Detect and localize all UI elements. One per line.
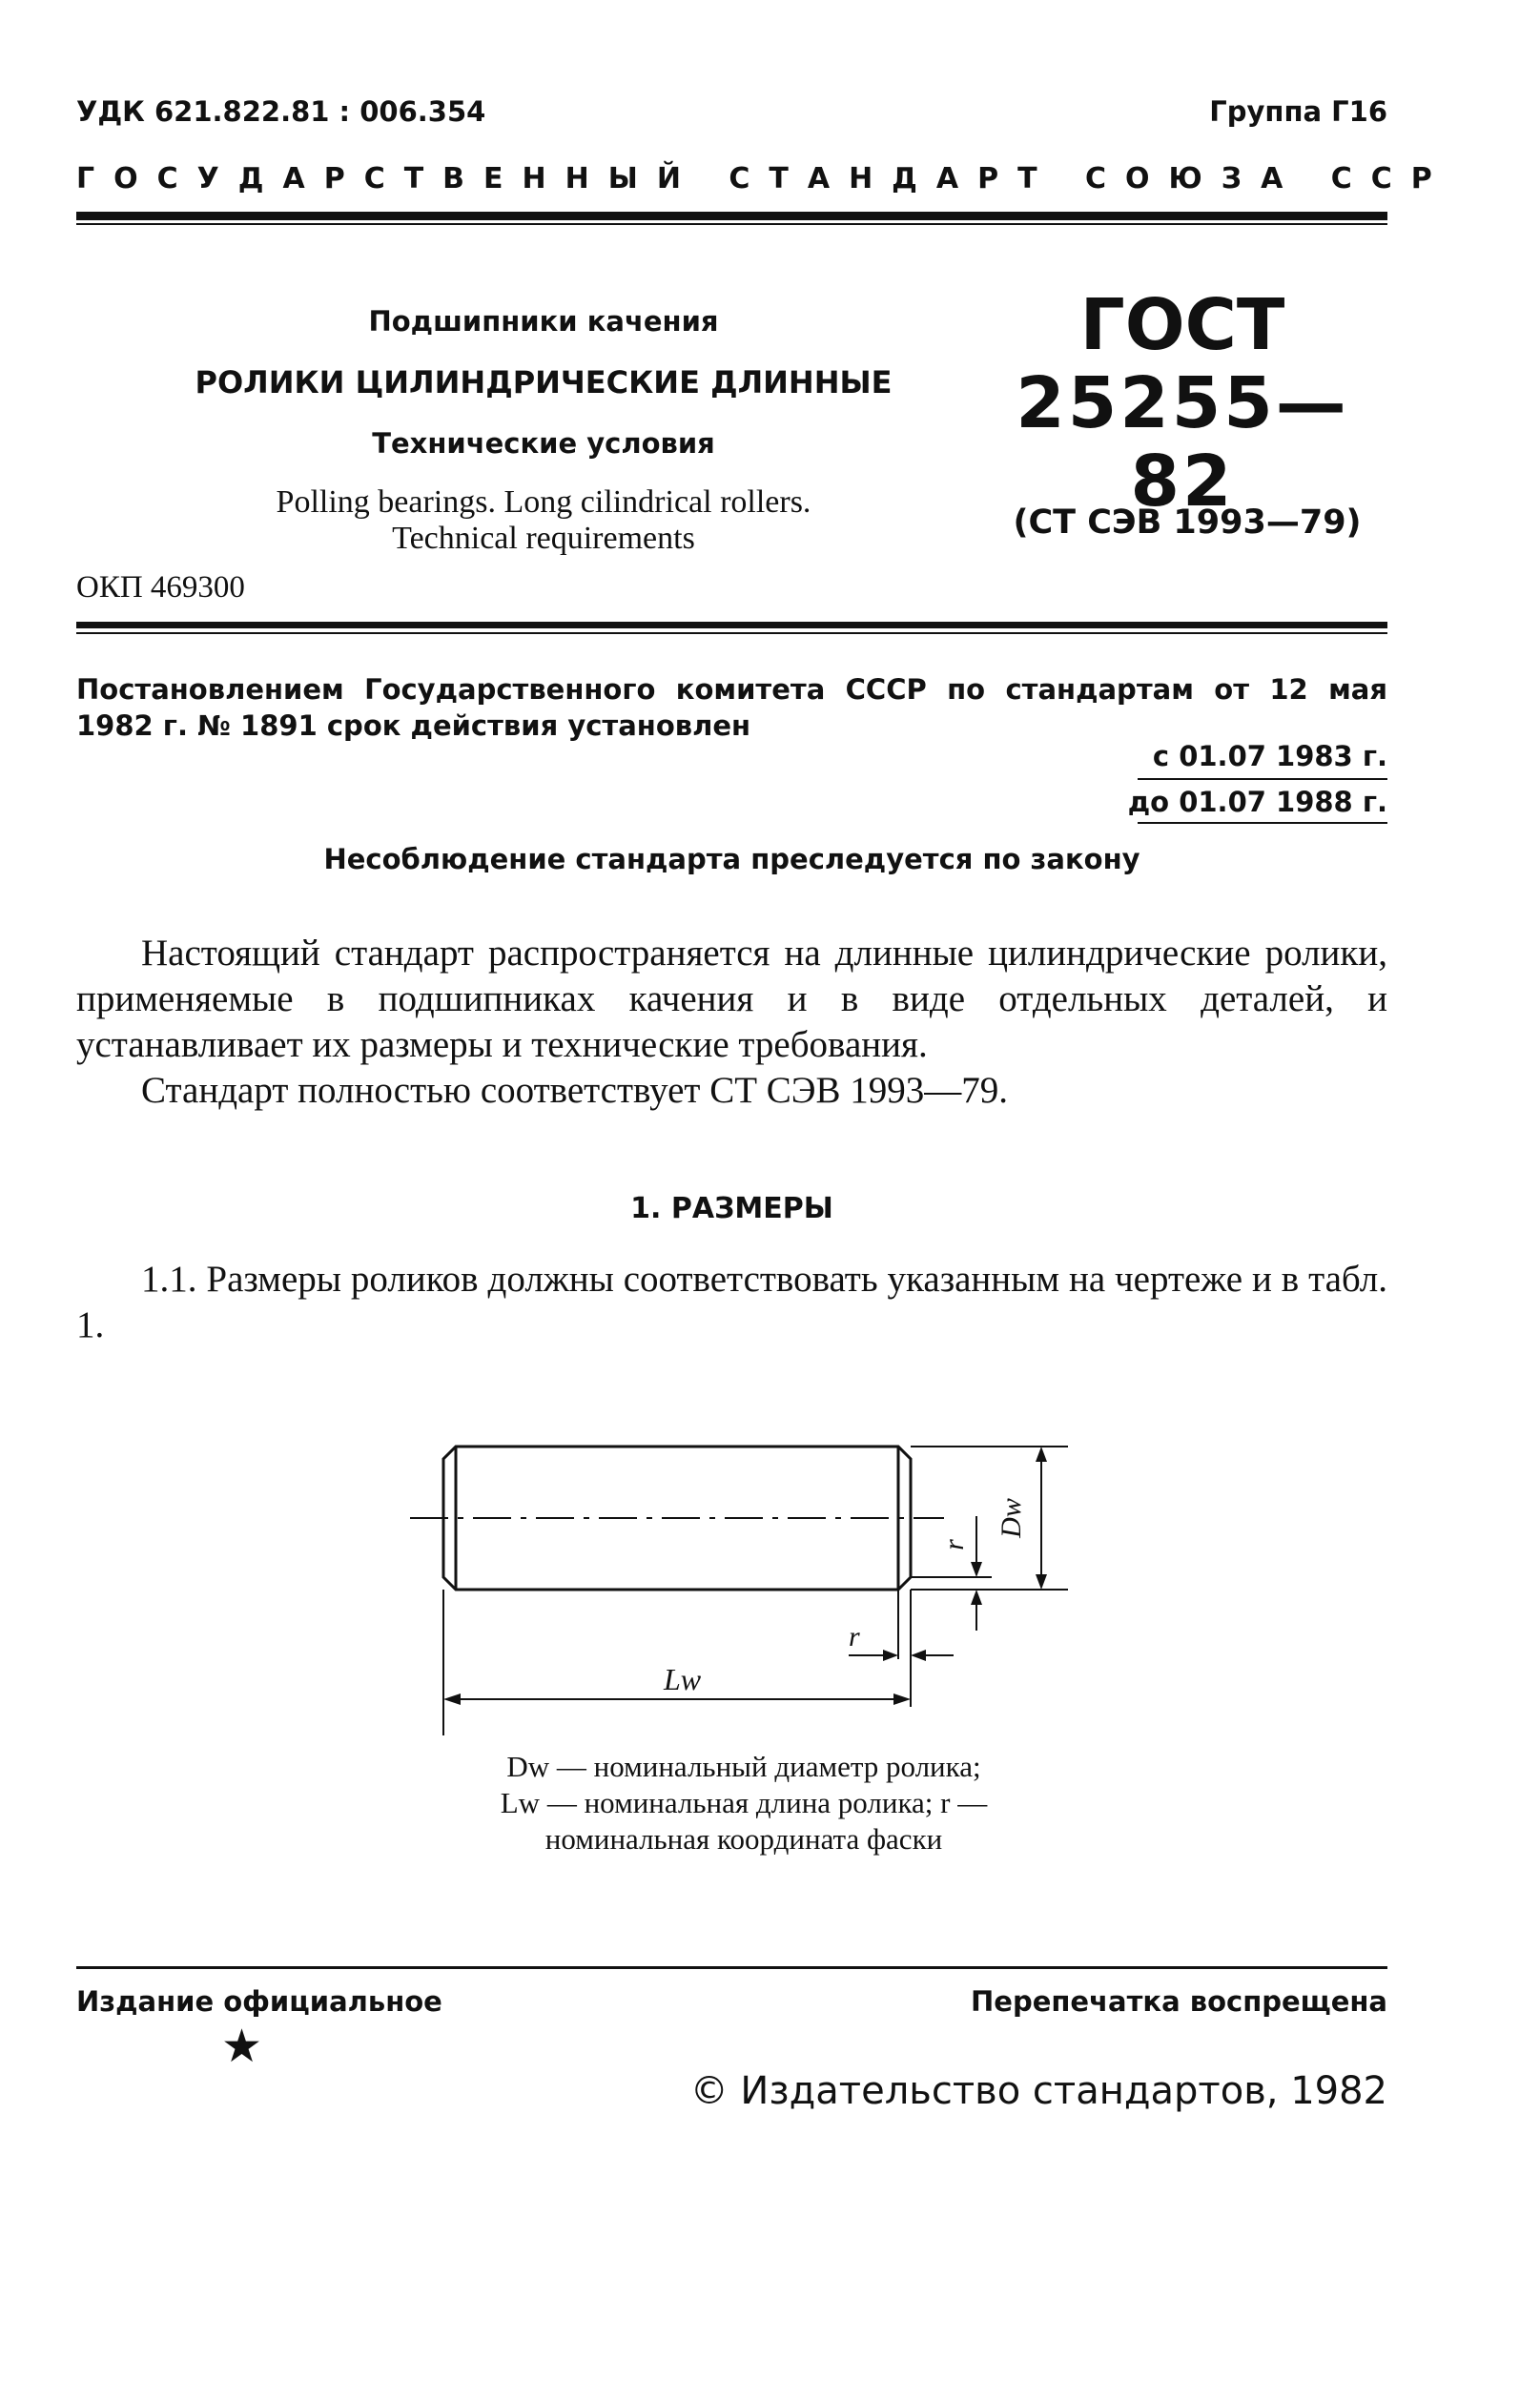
valid-from-underline: [1138, 778, 1387, 780]
title-english-line1: Polling bearings. Long cilindrical rollers.: [276, 484, 811, 520]
group-code: Группа Г16: [1209, 95, 1387, 128]
gost-label: ГОСТ: [1079, 284, 1285, 366]
section-title: 1. РАЗМЕРЫ: [630, 1192, 833, 1225]
intro-paragraph: [76, 931, 1387, 1114]
caption-line2: Lw — номинальная длина ролика; r —: [500, 1786, 988, 1819]
r-arrow-down: [971, 1562, 982, 1577]
okp-code: ОКП 469300: [76, 570, 245, 605]
edition-official: Издание официальное: [76, 1985, 442, 2018]
r-arrow-up: [971, 1590, 982, 1605]
r-label-horizontal: r: [849, 1621, 860, 1652]
title-english-line2: Technical requirements: [392, 521, 695, 556]
compliance-text: Стандарт полностью соответствует СТ СЭВ 1993—79.: [141, 1070, 1009, 1111]
state-standard-heading: ГОСУДАРСТВЕННЫЙ СТАНДАРТ СОЮЗА ССР: [76, 162, 1451, 195]
gost-code-block: [982, 286, 1383, 521]
r-arrow-right: [883, 1650, 898, 1661]
dw-arrow-bottom: [1036, 1574, 1047, 1590]
title-subject: Подшипники качения: [368, 305, 719, 338]
r-arrow-left: [911, 1650, 926, 1661]
header-rule-thin: [76, 223, 1387, 225]
footer-rule: [76, 1966, 1387, 1969]
roller-drawing: [400, 1430, 1087, 1745]
gost-sev-reference: (СТ СЭВ 1993—79): [1013, 503, 1362, 542]
udk-code: УДК 621.822.81 : 006.354: [76, 95, 486, 128]
lw-arrow-right: [893, 1693, 911, 1705]
drawing-caption: [400, 1749, 1087, 1858]
law-notice: Несоблюдение стандарта преследуется по закону: [323, 843, 1140, 875]
star-icon: ★: [221, 2020, 263, 2073]
copyright-notice: © Издательство стандартов, 1982: [689, 2069, 1387, 2113]
caption-line3: номинальная координата фаски: [544, 1822, 943, 1856]
lw-arrow-left: [443, 1693, 461, 1705]
r-label-vertical: r: [938, 1539, 970, 1550]
decree-text: Постановлением Государственного комитета СССР по стандартам от 12 мая 1982 г. № 1891 срок действия установлен: [76, 673, 1387, 742]
clause-1-1-text: 1.1. Размеры роликов должны соответствовать указанным на чертеже и в табл. 1.: [76, 1259, 1387, 1345]
valid-to-underline: [1138, 822, 1387, 824]
reprint-prohibited: Перепечатка воспрещена: [971, 1985, 1387, 2018]
dw-arrow-top: [1036, 1447, 1047, 1462]
title-block: [172, 305, 915, 557]
valid-to: до 01.07 1988 г.: [1127, 786, 1387, 818]
title-conditions: Технические условия: [372, 427, 715, 460]
dw-label: Dw: [996, 1498, 1027, 1538]
clause-1-1: [76, 1257, 1387, 1348]
header-rule-thick: [76, 212, 1387, 220]
title-rule-thin: [76, 632, 1387, 634]
intro-text: Настоящий стандарт распространяется на длинные цилиндрические ролики, применяемые в подшипниках качения и в виде отдельных деталей, и устанавливает их размеры и технические требования.: [76, 933, 1387, 1065]
lw-label: Lw: [664, 1662, 702, 1696]
gost-number: 25255—82: [1016, 362, 1349, 523]
valid-from: с 01.07 1983 г.: [1152, 740, 1387, 772]
caption-line1: Dw — номинальный диаметр ролика;: [506, 1750, 981, 1783]
title-main: РОЛИКИ ЦИЛИНДРИЧЕСКИЕ ДЛИННЫЕ: [195, 364, 893, 400]
title-rule-thick: [76, 622, 1387, 628]
